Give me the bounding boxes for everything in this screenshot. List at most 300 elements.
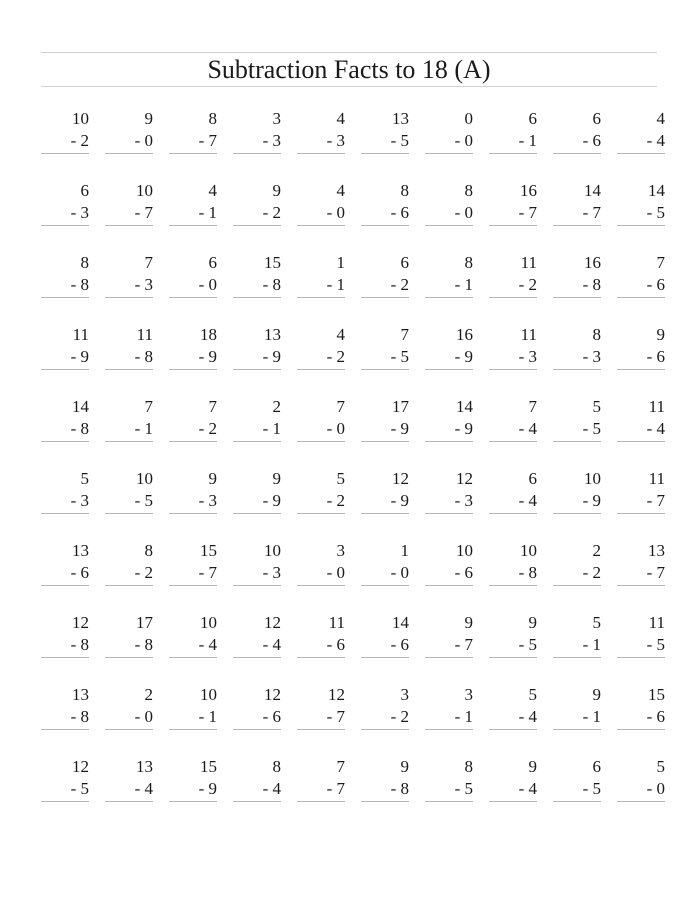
subtraction-problem (233, 180, 281, 226)
minuend: 12 (72, 757, 89, 776)
subtrahend: - 7 (646, 563, 665, 582)
subtraction-problem (105, 684, 153, 730)
subtraction-problem (489, 252, 537, 298)
subtraction-problem (105, 180, 153, 226)
minuend: 0 (464, 109, 473, 128)
answer-line (361, 729, 409, 730)
subtrahend: - 5 (134, 491, 153, 510)
answer-line (361, 801, 409, 802)
subtrahend: - 1 (326, 275, 345, 294)
minuend: 9 (400, 757, 409, 776)
subtraction-problem (105, 540, 153, 586)
answer-line (297, 297, 345, 298)
subtrahend: - 8 (518, 563, 537, 582)
minuend: 11 (136, 325, 153, 344)
subtraction-problem (105, 396, 153, 442)
answer-line (105, 369, 153, 370)
subtrahend: - 4 (262, 635, 281, 654)
subtraction-problem (361, 252, 409, 298)
subtrahend: - 3 (198, 491, 217, 510)
minuend: 7 (208, 397, 217, 416)
subtrahend: - 6 (390, 203, 409, 222)
minuend: 10 (264, 541, 281, 560)
answer-line (41, 585, 89, 586)
minuend: 15 (200, 757, 217, 776)
minuend: 7 (656, 253, 665, 272)
subtrahend: - 4 (518, 779, 537, 798)
subtrahend: - 6 (646, 275, 665, 294)
subtraction-problem (233, 468, 281, 514)
subtrahend: - 2 (134, 563, 153, 582)
answer-line (169, 657, 217, 658)
subtrahend: - 7 (198, 563, 217, 582)
minuend: 6 (592, 109, 601, 128)
answer-line (553, 441, 601, 442)
subtrahend: - 8 (134, 347, 153, 366)
answer-line (169, 729, 217, 730)
subtrahend: - 3 (262, 563, 281, 582)
subtrahend: - 8 (70, 419, 89, 438)
subtraction-problem (361, 468, 409, 514)
subtraction-problem (233, 756, 281, 802)
minuend: 9 (272, 181, 281, 200)
answer-line (169, 513, 217, 514)
subtrahend: - 0 (646, 779, 665, 798)
answer-line (553, 153, 601, 154)
minuend: 9 (464, 613, 473, 632)
answer-line (233, 801, 281, 802)
subtraction-problem (297, 540, 345, 586)
subtrahend: - 5 (518, 635, 537, 654)
answer-line (105, 657, 153, 658)
subtraction-problem (169, 108, 217, 154)
subtraction-problem (489, 756, 537, 802)
subtrahend: - 2 (326, 347, 345, 366)
answer-line (617, 153, 665, 154)
answer-line (297, 657, 345, 658)
subtrahend: - 3 (262, 131, 281, 150)
answer-line (489, 729, 537, 730)
minuend: 8 (400, 181, 409, 200)
answer-line (41, 225, 89, 226)
minuend: 2 (144, 685, 153, 704)
minuend: 6 (400, 253, 409, 272)
subtrahend: - 7 (134, 203, 153, 222)
minuend: 5 (336, 469, 345, 488)
minuend: 6 (528, 109, 537, 128)
subtraction-problem (105, 756, 153, 802)
subtrahend: - 9 (198, 779, 217, 798)
subtrahend: - 8 (390, 779, 409, 798)
subtraction-problem (361, 180, 409, 226)
minuend: 12 (456, 469, 473, 488)
answer-line (361, 441, 409, 442)
answer-line (617, 369, 665, 370)
minuend: 7 (144, 397, 153, 416)
minuend: 11 (520, 325, 537, 344)
minuend: 5 (592, 613, 601, 632)
subtraction-problem (297, 756, 345, 802)
subtraction-problem (361, 612, 409, 658)
minuend: 7 (144, 253, 153, 272)
subtraction-problem (297, 684, 345, 730)
minuend: 6 (592, 757, 601, 776)
subtraction-problem (41, 684, 89, 730)
minuend: 7 (400, 325, 409, 344)
minuend: 9 (592, 685, 601, 704)
subtraction-problem (425, 468, 473, 514)
subtraction-problem (617, 468, 665, 514)
answer-line (41, 513, 89, 514)
subtrahend: - 1 (518, 131, 537, 150)
subtraction-problem (169, 252, 217, 298)
subtrahend: - 0 (134, 131, 153, 150)
subtrahend: - 8 (582, 275, 601, 294)
answer-line (553, 297, 601, 298)
subtraction-problem (553, 540, 601, 586)
minuend: 8 (272, 757, 281, 776)
answer-line (105, 729, 153, 730)
answer-line (297, 585, 345, 586)
minuend: 4 (336, 325, 345, 344)
subtraction-problem (425, 756, 473, 802)
subtrahend: - 7 (454, 635, 473, 654)
subtraction-problem (233, 396, 281, 442)
minuend: 11 (648, 397, 665, 416)
subtraction-problem (361, 324, 409, 370)
subtraction-problem (617, 252, 665, 298)
answer-line (297, 729, 345, 730)
subtraction-problem (41, 324, 89, 370)
subtraction-problem (297, 396, 345, 442)
subtrahend: - 1 (454, 707, 473, 726)
subtrahend: - 3 (582, 347, 601, 366)
subtraction-problem (233, 324, 281, 370)
minuend: 17 (392, 397, 409, 416)
subtrahend: - 0 (326, 203, 345, 222)
subtrahend: - 0 (134, 707, 153, 726)
problem-grid (41, 108, 665, 802)
subtrahend: - 1 (262, 419, 281, 438)
subtraction-problem (553, 396, 601, 442)
subtrahend: - 0 (390, 563, 409, 582)
subtraction-problem (617, 108, 665, 154)
subtraction-problem (233, 612, 281, 658)
minuend: 10 (200, 613, 217, 632)
subtrahend: - 8 (70, 635, 89, 654)
answer-line (489, 441, 537, 442)
subtraction-problem (105, 108, 153, 154)
subtraction-problem (41, 252, 89, 298)
answer-line (297, 441, 345, 442)
subtrahend: - 8 (262, 275, 281, 294)
answer-line (617, 297, 665, 298)
subtrahend: - 3 (70, 203, 89, 222)
subtrahend: - 9 (390, 419, 409, 438)
answer-line (105, 585, 153, 586)
answer-line (169, 297, 217, 298)
minuend: 17 (136, 613, 153, 632)
subtraction-problem (169, 324, 217, 370)
subtraction-problem (425, 324, 473, 370)
subtrahend: - 6 (390, 635, 409, 654)
minuend: 13 (648, 541, 665, 560)
subtraction-problem (297, 180, 345, 226)
answer-line (233, 297, 281, 298)
minuend: 11 (328, 613, 345, 632)
minuend: 9 (528, 757, 537, 776)
answer-line (425, 729, 473, 730)
minuend: 13 (264, 325, 281, 344)
minuend: 11 (520, 253, 537, 272)
subtrahend: - 6 (70, 563, 89, 582)
minuend: 8 (208, 109, 217, 128)
minuend: 16 (520, 181, 537, 200)
subtraction-problem (553, 468, 601, 514)
answer-line (553, 513, 601, 514)
minuend: 9 (656, 325, 665, 344)
subtraction-problem (489, 396, 537, 442)
minuend: 14 (72, 397, 89, 416)
answer-line (233, 225, 281, 226)
subtrahend: - 2 (70, 131, 89, 150)
answer-line (361, 225, 409, 226)
subtraction-problem (553, 756, 601, 802)
answer-line (169, 153, 217, 154)
subtrahend: - 4 (518, 491, 537, 510)
minuend: 6 (208, 253, 217, 272)
answer-line (297, 801, 345, 802)
answer-line (41, 801, 89, 802)
subtrahend: - 2 (262, 203, 281, 222)
subtrahend: - 6 (582, 131, 601, 150)
subtraction-problem (489, 180, 537, 226)
minuend: 11 (648, 613, 665, 632)
minuend: 12 (264, 685, 281, 704)
minuend: 3 (272, 109, 281, 128)
subtrahend: - 1 (134, 419, 153, 438)
minuend: 5 (592, 397, 601, 416)
answer-line (553, 225, 601, 226)
subtrahend: - 7 (518, 203, 537, 222)
minuend: 6 (80, 181, 89, 200)
subtraction-problem (553, 108, 601, 154)
minuend: 15 (648, 685, 665, 704)
minuend: 9 (208, 469, 217, 488)
answer-line (617, 513, 665, 514)
subtraction-problem (105, 324, 153, 370)
minuend: 10 (136, 469, 153, 488)
answer-line (41, 297, 89, 298)
minuend: 8 (80, 253, 89, 272)
subtrahend: - 6 (262, 707, 281, 726)
subtrahend: - 3 (70, 491, 89, 510)
subtrahend: - 1 (198, 707, 217, 726)
answer-line (105, 441, 153, 442)
minuend: 7 (528, 397, 537, 416)
answer-line (41, 657, 89, 658)
minuend: 3 (400, 685, 409, 704)
subtraction-problem (41, 540, 89, 586)
subtrahend: - 4 (198, 635, 217, 654)
minuend: 15 (200, 541, 217, 560)
minuend: 8 (144, 541, 153, 560)
subtrahend: - 5 (646, 203, 665, 222)
minuend: 13 (136, 757, 153, 776)
subtrahend: - 2 (518, 275, 537, 294)
subtraction-problem (489, 612, 537, 658)
minuend: 2 (592, 541, 601, 560)
subtraction-problem (489, 324, 537, 370)
answer-line (361, 585, 409, 586)
subtraction-problem (489, 468, 537, 514)
subtrahend: - 9 (454, 347, 473, 366)
minuend: 4 (336, 109, 345, 128)
subtraction-problem (169, 468, 217, 514)
minuend: 11 (72, 325, 89, 344)
minuend: 12 (72, 613, 89, 632)
minuend: 5 (656, 757, 665, 776)
subtrahend: - 4 (518, 707, 537, 726)
answer-line (233, 441, 281, 442)
minuend: 8 (464, 253, 473, 272)
minuend: 3 (336, 541, 345, 560)
minuend: 10 (200, 685, 217, 704)
minuend: 18 (200, 325, 217, 344)
subtrahend: - 9 (454, 419, 473, 438)
subtraction-problem (617, 180, 665, 226)
minuend: 12 (328, 685, 345, 704)
subtrahend: - 6 (646, 347, 665, 366)
minuend: 14 (584, 181, 601, 200)
subtraction-problem (297, 252, 345, 298)
subtrahend: - 5 (582, 419, 601, 438)
subtraction-problem (297, 108, 345, 154)
answer-line (617, 585, 665, 586)
subtrahend: - 6 (454, 563, 473, 582)
subtrahend: - 5 (390, 131, 409, 150)
subtrahend: - 5 (582, 779, 601, 798)
minuend: 12 (264, 613, 281, 632)
minuend: 14 (392, 613, 409, 632)
answer-line (425, 801, 473, 802)
answer-line (105, 513, 153, 514)
subtrahend: - 5 (70, 779, 89, 798)
answer-line (617, 441, 665, 442)
subtraction-problem (169, 684, 217, 730)
answer-line (425, 585, 473, 586)
answer-line (297, 369, 345, 370)
subtrahend: - 7 (326, 779, 345, 798)
subtrahend: - 9 (198, 347, 217, 366)
subtraction-problem (361, 108, 409, 154)
subtraction-problem (489, 684, 537, 730)
minuend: 1 (336, 253, 345, 272)
minuend: 16 (456, 325, 473, 344)
subtraction-problem (617, 324, 665, 370)
subtrahend: - 9 (262, 347, 281, 366)
subtraction-problem (425, 540, 473, 586)
subtrahend: - 8 (70, 707, 89, 726)
subtraction-problem (617, 396, 665, 442)
title-bottom-rule (41, 86, 657, 87)
subtraction-problem (617, 612, 665, 658)
answer-line (105, 225, 153, 226)
subtraction-problem (169, 612, 217, 658)
answer-line (617, 225, 665, 226)
minuend: 14 (456, 397, 473, 416)
subtrahend: - 6 (326, 635, 345, 654)
answer-line (489, 225, 537, 226)
answer-line (297, 513, 345, 514)
minuend: 13 (72, 541, 89, 560)
minuend: 10 (456, 541, 473, 560)
answer-line (169, 225, 217, 226)
subtraction-problem (489, 540, 537, 586)
minuend: 5 (528, 685, 537, 704)
answer-line (41, 369, 89, 370)
subtraction-problem (105, 252, 153, 298)
subtrahend: - 4 (646, 419, 665, 438)
subtraction-problem (169, 396, 217, 442)
subtraction-problem (361, 396, 409, 442)
subtraction-problem (425, 252, 473, 298)
minuend: 11 (648, 469, 665, 488)
answer-line (489, 513, 537, 514)
subtrahend: - 2 (326, 491, 345, 510)
answer-line (553, 369, 601, 370)
subtraction-problem (297, 612, 345, 658)
answer-line (297, 225, 345, 226)
subtrahend: - 8 (134, 635, 153, 654)
subtrahend: - 1 (198, 203, 217, 222)
minuend: 9 (272, 469, 281, 488)
answer-line (233, 729, 281, 730)
subtrahend: - 2 (198, 419, 217, 438)
subtraction-problem (553, 684, 601, 730)
subtraction-problem (553, 252, 601, 298)
answer-line (105, 297, 153, 298)
subtrahend: - 7 (198, 131, 217, 150)
answer-line (489, 657, 537, 658)
minuend: 8 (592, 325, 601, 344)
subtrahend: - 3 (518, 347, 537, 366)
subtrahend: - 4 (518, 419, 537, 438)
subtraction-problem (617, 756, 665, 802)
subtraction-problem (425, 180, 473, 226)
subtrahend: - 9 (582, 491, 601, 510)
answer-line (297, 153, 345, 154)
minuend: 10 (72, 109, 89, 128)
answer-line (233, 585, 281, 586)
subtrahend: - 0 (198, 275, 217, 294)
subtraction-problem (169, 180, 217, 226)
subtrahend: - 3 (134, 275, 153, 294)
minuend: 10 (136, 181, 153, 200)
answer-line (233, 369, 281, 370)
minuend: 3 (464, 685, 473, 704)
answer-line (489, 297, 537, 298)
subtraction-problem (425, 612, 473, 658)
subtraction-problem (361, 540, 409, 586)
minuend: 14 (648, 181, 665, 200)
answer-line (361, 297, 409, 298)
subtrahend: - 9 (390, 491, 409, 510)
subtraction-problem (617, 684, 665, 730)
answer-line (425, 153, 473, 154)
subtrahend: - 9 (262, 491, 281, 510)
subtrahend: - 3 (454, 491, 473, 510)
